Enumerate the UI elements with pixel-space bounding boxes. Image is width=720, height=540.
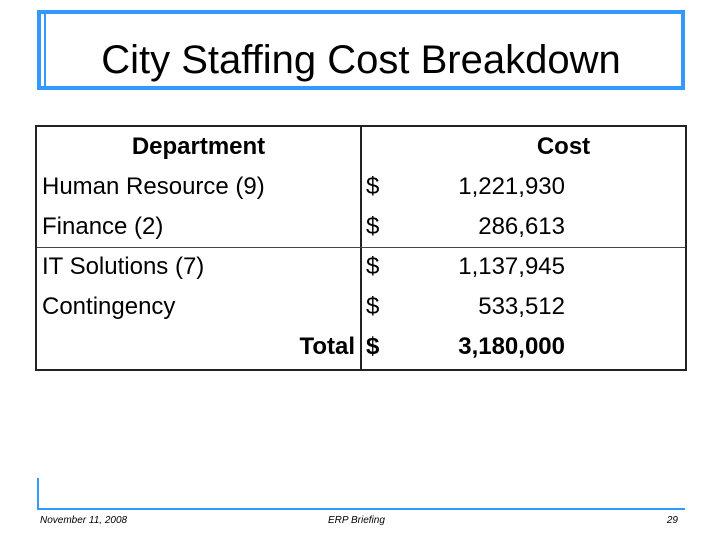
title-frame <box>37 10 685 90</box>
footer-title: ERP Briefing <box>328 515 385 526</box>
currency-cell: $ <box>366 213 380 240</box>
header-department: Department <box>131 133 266 160</box>
title-border-bottom <box>37 86 685 90</box>
slide-title: City Staffing Cost Breakdown <box>101 38 621 82</box>
footer-divider-left <box>37 478 39 510</box>
row-separator <box>37 247 685 248</box>
currency-cell: $ <box>366 173 380 200</box>
title-border-top <box>37 10 685 14</box>
department-cell: IT Solutions (7) <box>42 253 205 280</box>
table-row <box>37 167 685 207</box>
currency-cell: $ <box>366 253 380 280</box>
total-row <box>37 327 685 367</box>
table-row <box>37 247 685 287</box>
table-row <box>37 287 685 327</box>
header-cost: Cost <box>536 133 591 160</box>
amount-cell: 1,137,945 <box>458 253 565 280</box>
footer-date: November 11, 2008 <box>40 515 128 526</box>
table-header-row <box>37 127 685 167</box>
total-currency: $ <box>366 333 380 360</box>
amount-cell: 286,613 <box>478 213 565 240</box>
currency-cell: $ <box>366 293 380 320</box>
cost-table <box>35 125 687 371</box>
amount-cell: 533,512 <box>478 293 565 320</box>
department-cell: Contingency <box>42 293 176 320</box>
department-cell: Human Resource (9) <box>42 173 265 200</box>
page-number: 29 <box>666 515 678 526</box>
table-row <box>37 207 685 247</box>
total-amount: 3,180,000 <box>458 333 565 360</box>
amount-cell: 1,221,930 <box>458 173 565 200</box>
department-cell: Finance (2) <box>42 213 164 240</box>
footer-divider <box>37 508 685 510</box>
total-label: Total <box>299 333 355 360</box>
